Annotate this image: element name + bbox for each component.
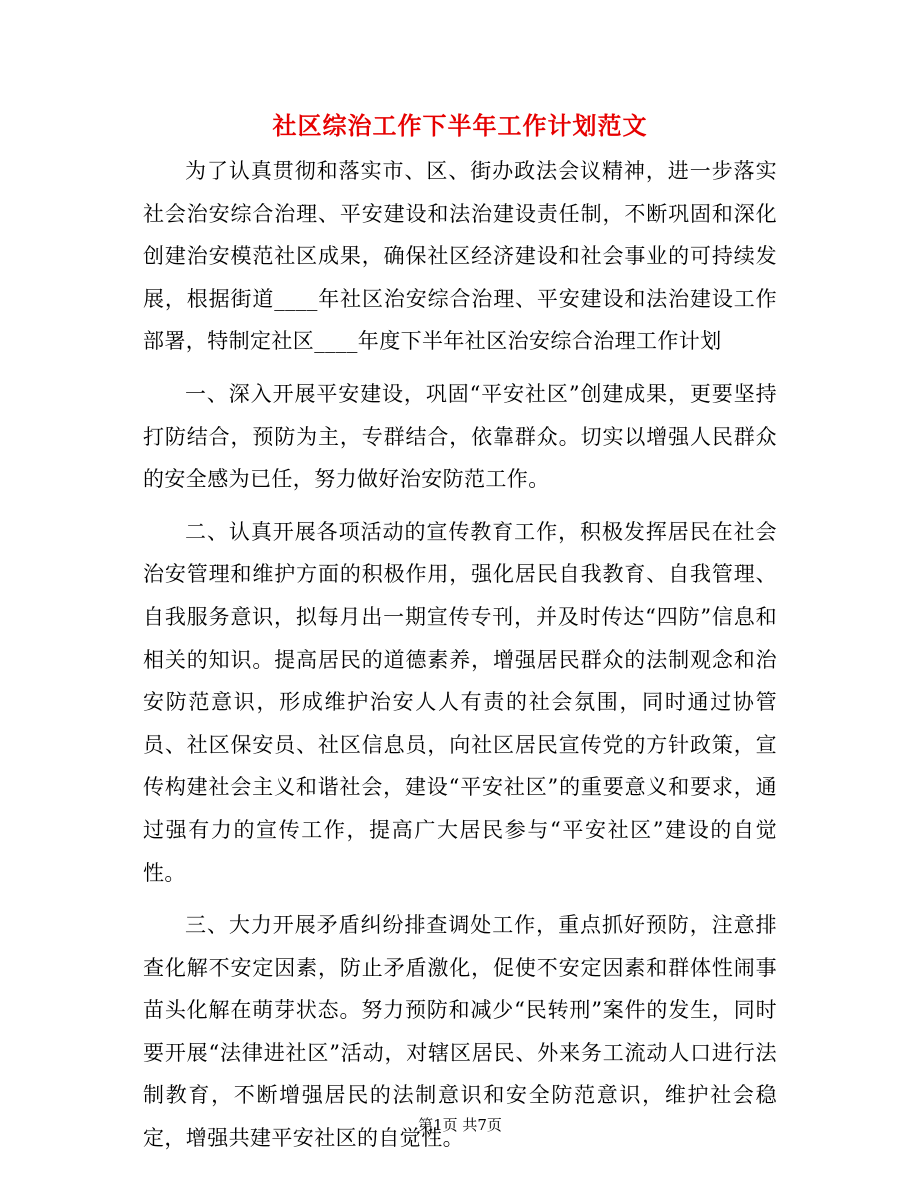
paragraph-section-1: 一、深入开展平安建设，巩固“平安社区”创建成果，更要坚持打防结合，预防为主，专群结合，依靠群众。切实以增强人民群众的安全感为已任，努力做好治安防范工作。 (143, 381, 777, 492)
paragraph-section-2: 二、认真开展各项活动的宣传教育工作，积极发挥居民在社会治安管理和维护方面的积极作用，强化居民自我教育、自我管理、自我服务意识，拟每月出一期宣传专刊，并及时传达“四防”信息和相关的知识。提高居民的道德素养，增强居民群众的法制观念和治安防范意识，形成维护治安人人有责的社会氛围，同时通过协管员、社区保安员、社区信息员，向社区居民宣传党的方针政策，宣传构建社会主义和谐社会，建设“平安社区”的重要意义和要求，通过强有力的宣传工作，提高广大居民参与“平安社区”建设的自觉性。 (143, 519, 777, 885)
page-number-footer: 第1页 共7页 (418, 1116, 502, 1134)
document-title: 社区综治工作下半年工作计划范文 (272, 111, 648, 140)
paragraph-section-3: 三、大力开展矛盾纠纷排查调处工作，重点抓好预防，注意排查化解不安定因素，防止矛盾激化，促使不安定因素和群体性闹事苗头化解在萌芽状态。努力预防和减少“民转刑”案件的发生，同时要开展“法律进社区”活动，对辖区居民、外来务工流动人口进行法制教育，不断增强居民的法制意识和安全防范意识，维护社会稳定，增强共建平安社区的自觉性。 (143, 913, 777, 1151)
document-body (143, 150, 777, 1160)
paragraph-intro: 为了认真贯彻和落实市、区、街办政法会议精神，进一步落实社会治安综合治理、平安建设和法治建设责任制，不断巩固和深化创建治安模范社区成果，确保社区经济建设和社会事业的可持续发展，根据街道____年社区治安综合治理、平安建设和法治建设工作部署，特制定社区____年度下半年社区治安综合治理工作计划 (143, 159, 777, 354)
